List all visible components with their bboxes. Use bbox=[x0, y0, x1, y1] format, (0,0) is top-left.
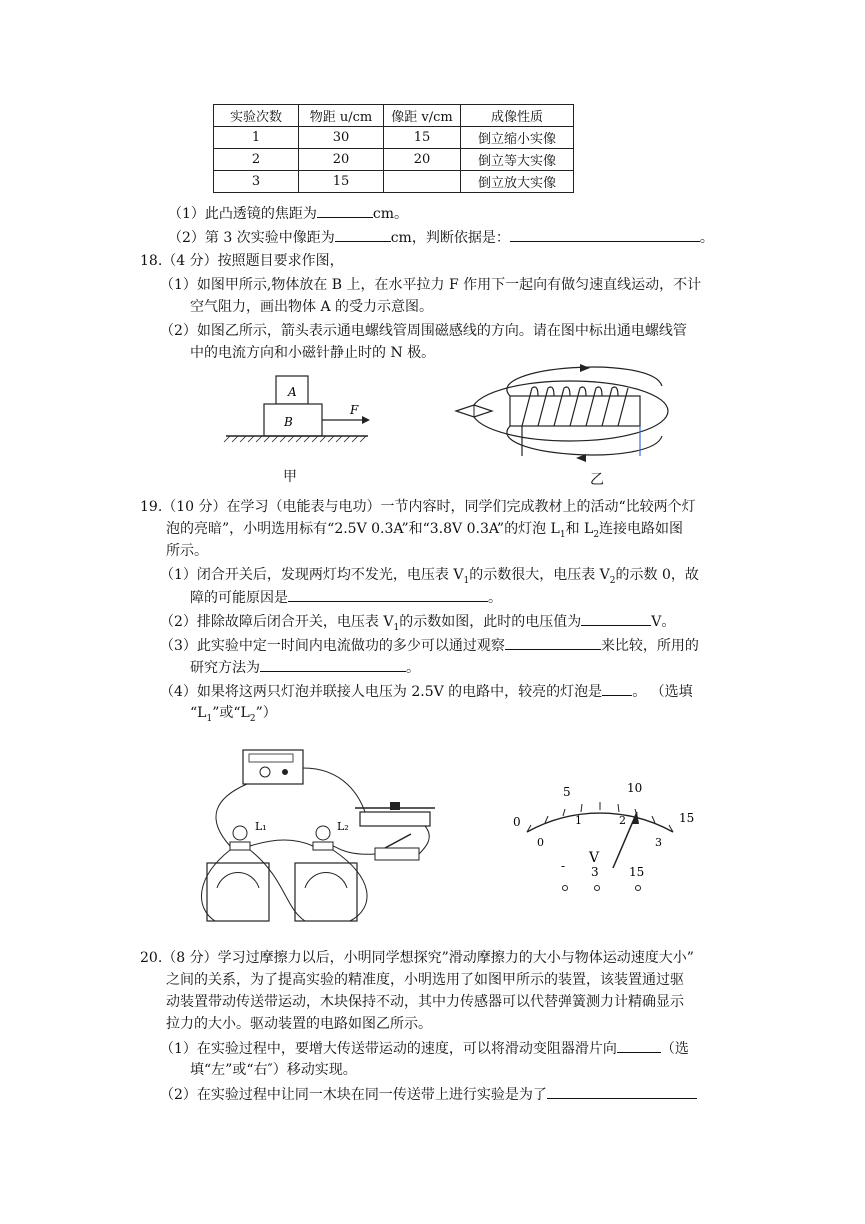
terminal-label: - bbox=[561, 859, 566, 873]
q19-p4-l2 bbox=[190, 703, 277, 729]
block-a-label: A bbox=[288, 385, 297, 399]
subscript: 2 bbox=[609, 575, 616, 586]
subscript: 1 bbox=[559, 529, 566, 540]
circuit-diagram bbox=[185, 738, 445, 933]
table-cell: 1 bbox=[214, 127, 299, 149]
q19-p1c: 的示数 0，故 bbox=[615, 567, 699, 583]
bulb-l1-icon bbox=[233, 826, 247, 840]
bulb-l1-base bbox=[230, 842, 250, 850]
bulb-l2-label: L₂ bbox=[337, 820, 349, 833]
dial-unit: V bbox=[589, 850, 600, 866]
answer-blank[interactable] bbox=[260, 657, 406, 672]
q19-p2a: （2）排除故障后闭合开关，电压表 V bbox=[160, 614, 394, 630]
table-cell: 20 bbox=[299, 149, 384, 171]
ground-hatch bbox=[224, 436, 366, 442]
terminal-icon bbox=[563, 886, 568, 891]
q17-part2 bbox=[168, 227, 714, 248]
table-cell: 15 bbox=[299, 171, 384, 193]
dial-inner-tick: 2 bbox=[619, 814, 626, 827]
arrow-head-icon bbox=[362, 416, 370, 424]
rheostat-slider-icon bbox=[390, 802, 400, 810]
dial-outer-tick: 10 bbox=[627, 781, 643, 795]
q20-p1b: （选 bbox=[660, 1041, 689, 1057]
table-cell: 30 bbox=[299, 127, 384, 149]
q19-p1-l2 bbox=[190, 587, 502, 608]
table-header: 像距 v/cm bbox=[384, 105, 461, 127]
dial-inner-tick: 3 bbox=[655, 836, 662, 849]
answer-blank[interactable] bbox=[317, 203, 373, 218]
figure-a-caption: 甲 bbox=[283, 469, 297, 485]
q20-p2a: （2）在实验过程中让同一木块在同一传送带上进行实验是为了 bbox=[160, 1087, 547, 1103]
q19-p1e: 。 bbox=[488, 590, 502, 606]
q19-p2b: 的示数如图，此时的电压值为 bbox=[399, 614, 582, 630]
q17-p1-unit: cm。 bbox=[372, 206, 409, 222]
bulb-l2-base bbox=[313, 842, 333, 850]
terminal-icon bbox=[595, 886, 600, 891]
table-row bbox=[214, 149, 574, 171]
field-arrow-top-icon bbox=[580, 364, 590, 372]
q18-p1-l2: 空气阻力，画出物体 A 的受力示意图。 bbox=[190, 299, 434, 315]
table-cell: 倒立缩小实像 bbox=[461, 127, 574, 149]
voltmeter-dial bbox=[505, 770, 705, 900]
switch bbox=[375, 848, 419, 860]
dial-ticks bbox=[527, 802, 673, 832]
table-cell: 倒立等大实像 bbox=[461, 149, 574, 171]
power-terminal-icon bbox=[282, 769, 288, 775]
q19-title-l1: 19.（10 分）在学习（电能表与电功）一节内容时，同学们完成教材上的活动“比较两个灯 bbox=[140, 499, 696, 515]
q19-title-l3: 所示。 bbox=[166, 543, 208, 559]
q17-p2-end: 。 bbox=[699, 230, 714, 246]
q19-title-l2 bbox=[166, 519, 683, 545]
bulb-l1-label: L₁ bbox=[255, 820, 267, 833]
answer-blank[interactable] bbox=[505, 635, 601, 650]
q20-title-l2: 之间的关系，为了提高实验的精准度，小明选用了如图甲所示的装置，该装置通过驱 bbox=[166, 972, 684, 988]
q20-title-l3: 动装置带动传送带运动，木块保持不动，其中力传感器可以代替弹簧测力计精确显示 bbox=[166, 994, 684, 1010]
q20-p1a: （1）在实验过程中，要增大传送带运动的速度，可以将滑动变阻器滑片向 bbox=[160, 1041, 617, 1057]
table-row bbox=[214, 127, 574, 149]
q19-p3b: 来比较，所用的 bbox=[600, 638, 699, 654]
table-header: 物距 u/cm bbox=[299, 105, 384, 127]
figure-a-blocks bbox=[222, 370, 372, 445]
answer-blank[interactable] bbox=[510, 227, 700, 242]
q19-p4b: 。 （选填 bbox=[632, 684, 693, 700]
q20-p1-l1 bbox=[160, 1038, 689, 1059]
answer-blank[interactable] bbox=[581, 611, 651, 626]
table-cell bbox=[384, 171, 461, 193]
power-supply-panel bbox=[249, 754, 293, 762]
q19-t2b: 和 L bbox=[565, 521, 594, 537]
answer-blank[interactable] bbox=[617, 1038, 661, 1053]
figure-b-solenoid bbox=[452, 356, 674, 468]
dial-outer-tick: 0 bbox=[513, 815, 521, 829]
subscript: 1 bbox=[463, 575, 470, 586]
q20-title-l4: 拉力的大小。驱动装置的电路如图乙所示。 bbox=[166, 1016, 432, 1032]
voltmeter-v1 bbox=[207, 863, 269, 921]
q19-p3c: 研究方法为 bbox=[190, 660, 260, 676]
force-label: F bbox=[350, 403, 359, 417]
table-header: 成像性质 bbox=[461, 105, 574, 127]
q19-p1d: 障的可能原因是 bbox=[190, 590, 288, 606]
table-cell: 倒立放大实像 bbox=[461, 171, 574, 193]
q17-p2-text2: cm，判断依据是： bbox=[390, 230, 510, 246]
q19-p4-l1 bbox=[160, 681, 693, 702]
table-cell: 20 bbox=[384, 149, 461, 171]
q18-p1-l1: （1）如图甲所示,物体放在 B 上，在水平拉力 F 作用下一起向有做匀速直线运动，不计 bbox=[160, 277, 702, 293]
figure-b-caption: 乙 bbox=[590, 472, 604, 488]
q17-part1 bbox=[168, 203, 408, 224]
q18-title: 18.（4 分）按照题目要求作图， bbox=[140, 253, 344, 269]
table-cell: 3 bbox=[214, 171, 299, 193]
subscript: 1 bbox=[206, 713, 213, 724]
dial-outer-tick: 15 bbox=[679, 811, 695, 825]
block-b-label: B bbox=[284, 415, 293, 429]
dial-outer-tick: 5 bbox=[563, 785, 571, 799]
q17-p2-text: （2）第 3 次实验中像距为 bbox=[168, 230, 335, 246]
answer-blank[interactable] bbox=[547, 1084, 697, 1099]
q20-p1-l2: 填“左”或“右″）移动实现。 bbox=[190, 1062, 357, 1078]
q19-p4e: ”） bbox=[255, 705, 277, 721]
q19-p3-l2 bbox=[190, 657, 420, 678]
voltmeter-v2 bbox=[295, 863, 357, 921]
terminal-icon bbox=[636, 886, 641, 891]
q19-p3a: （3）此实验中定一时间内电流做功的多少可以通过观察 bbox=[160, 638, 505, 654]
dial-inner-tick: 0 bbox=[537, 836, 544, 849]
table-cell: 15 bbox=[384, 127, 461, 149]
solenoid-core bbox=[510, 396, 640, 426]
power-knob-icon bbox=[260, 767, 270, 777]
terminal-label: 15 bbox=[629, 865, 645, 879]
results-table bbox=[213, 104, 574, 193]
q19-p2 bbox=[160, 611, 675, 638]
q18-p2-l1: （2）如图乙所示，箭头表示通电螺线管周围磁感线的方向。请在图中标出通电螺线管 bbox=[160, 323, 687, 339]
q19-p4c: “L bbox=[190, 705, 207, 721]
q19-t2a: 泡的亮暗”，小明选用标有“2.5V 0.3A”和“3.8V 0.3A”的灯泡 L bbox=[166, 521, 560, 537]
dial-inner-tick: 1 bbox=[575, 814, 582, 827]
q19-p4d: ”或“L bbox=[212, 705, 250, 721]
q19-p3d: 。 bbox=[406, 660, 420, 676]
dial-arc bbox=[527, 813, 673, 832]
table-header: 实验次数 bbox=[214, 105, 299, 127]
q18-p2-l2: 中的电流方向和小磁针静止时的 N 极。 bbox=[190, 345, 436, 361]
q19-p1a: （1）闭合开关后，发现两灯均不发光，电压表 V bbox=[160, 567, 464, 583]
q20-p2 bbox=[160, 1084, 697, 1105]
q17-p1-text: （1）此凸透镜的焦距为 bbox=[168, 206, 317, 222]
table-row bbox=[214, 171, 574, 193]
answer-blank[interactable] bbox=[602, 681, 632, 696]
q20-title-l1: 20.（8 分）学习过摩擦力以后，小明同学想探究”滑动摩擦力的大小与物体运动速度大小” bbox=[140, 950, 694, 966]
q19-t2c: 连接电路如图 bbox=[599, 521, 684, 537]
block-b bbox=[264, 404, 322, 436]
table-header-row bbox=[214, 105, 574, 127]
subscript: 2 bbox=[249, 713, 256, 724]
subscript: 2 bbox=[593, 529, 600, 540]
q19-p4a: （4）如果将这两只灯泡并联接人电压为 2.5V 的电路中，较亮的灯泡是 bbox=[160, 684, 603, 700]
rheostat bbox=[360, 812, 430, 826]
bulb-l2-icon bbox=[316, 826, 330, 840]
subscript: 1 bbox=[393, 622, 400, 633]
q19-p3-l1 bbox=[160, 635, 699, 656]
terminal-label: 3 bbox=[591, 865, 599, 879]
table-cell: 2 bbox=[214, 149, 299, 171]
q19-p1b: 的示数很大，电压表 V bbox=[469, 567, 610, 583]
q19-p2c: V。 bbox=[651, 614, 676, 630]
answer-blank[interactable] bbox=[335, 227, 391, 242]
answer-blank[interactable] bbox=[288, 587, 488, 602]
switch-blade bbox=[385, 834, 411, 848]
